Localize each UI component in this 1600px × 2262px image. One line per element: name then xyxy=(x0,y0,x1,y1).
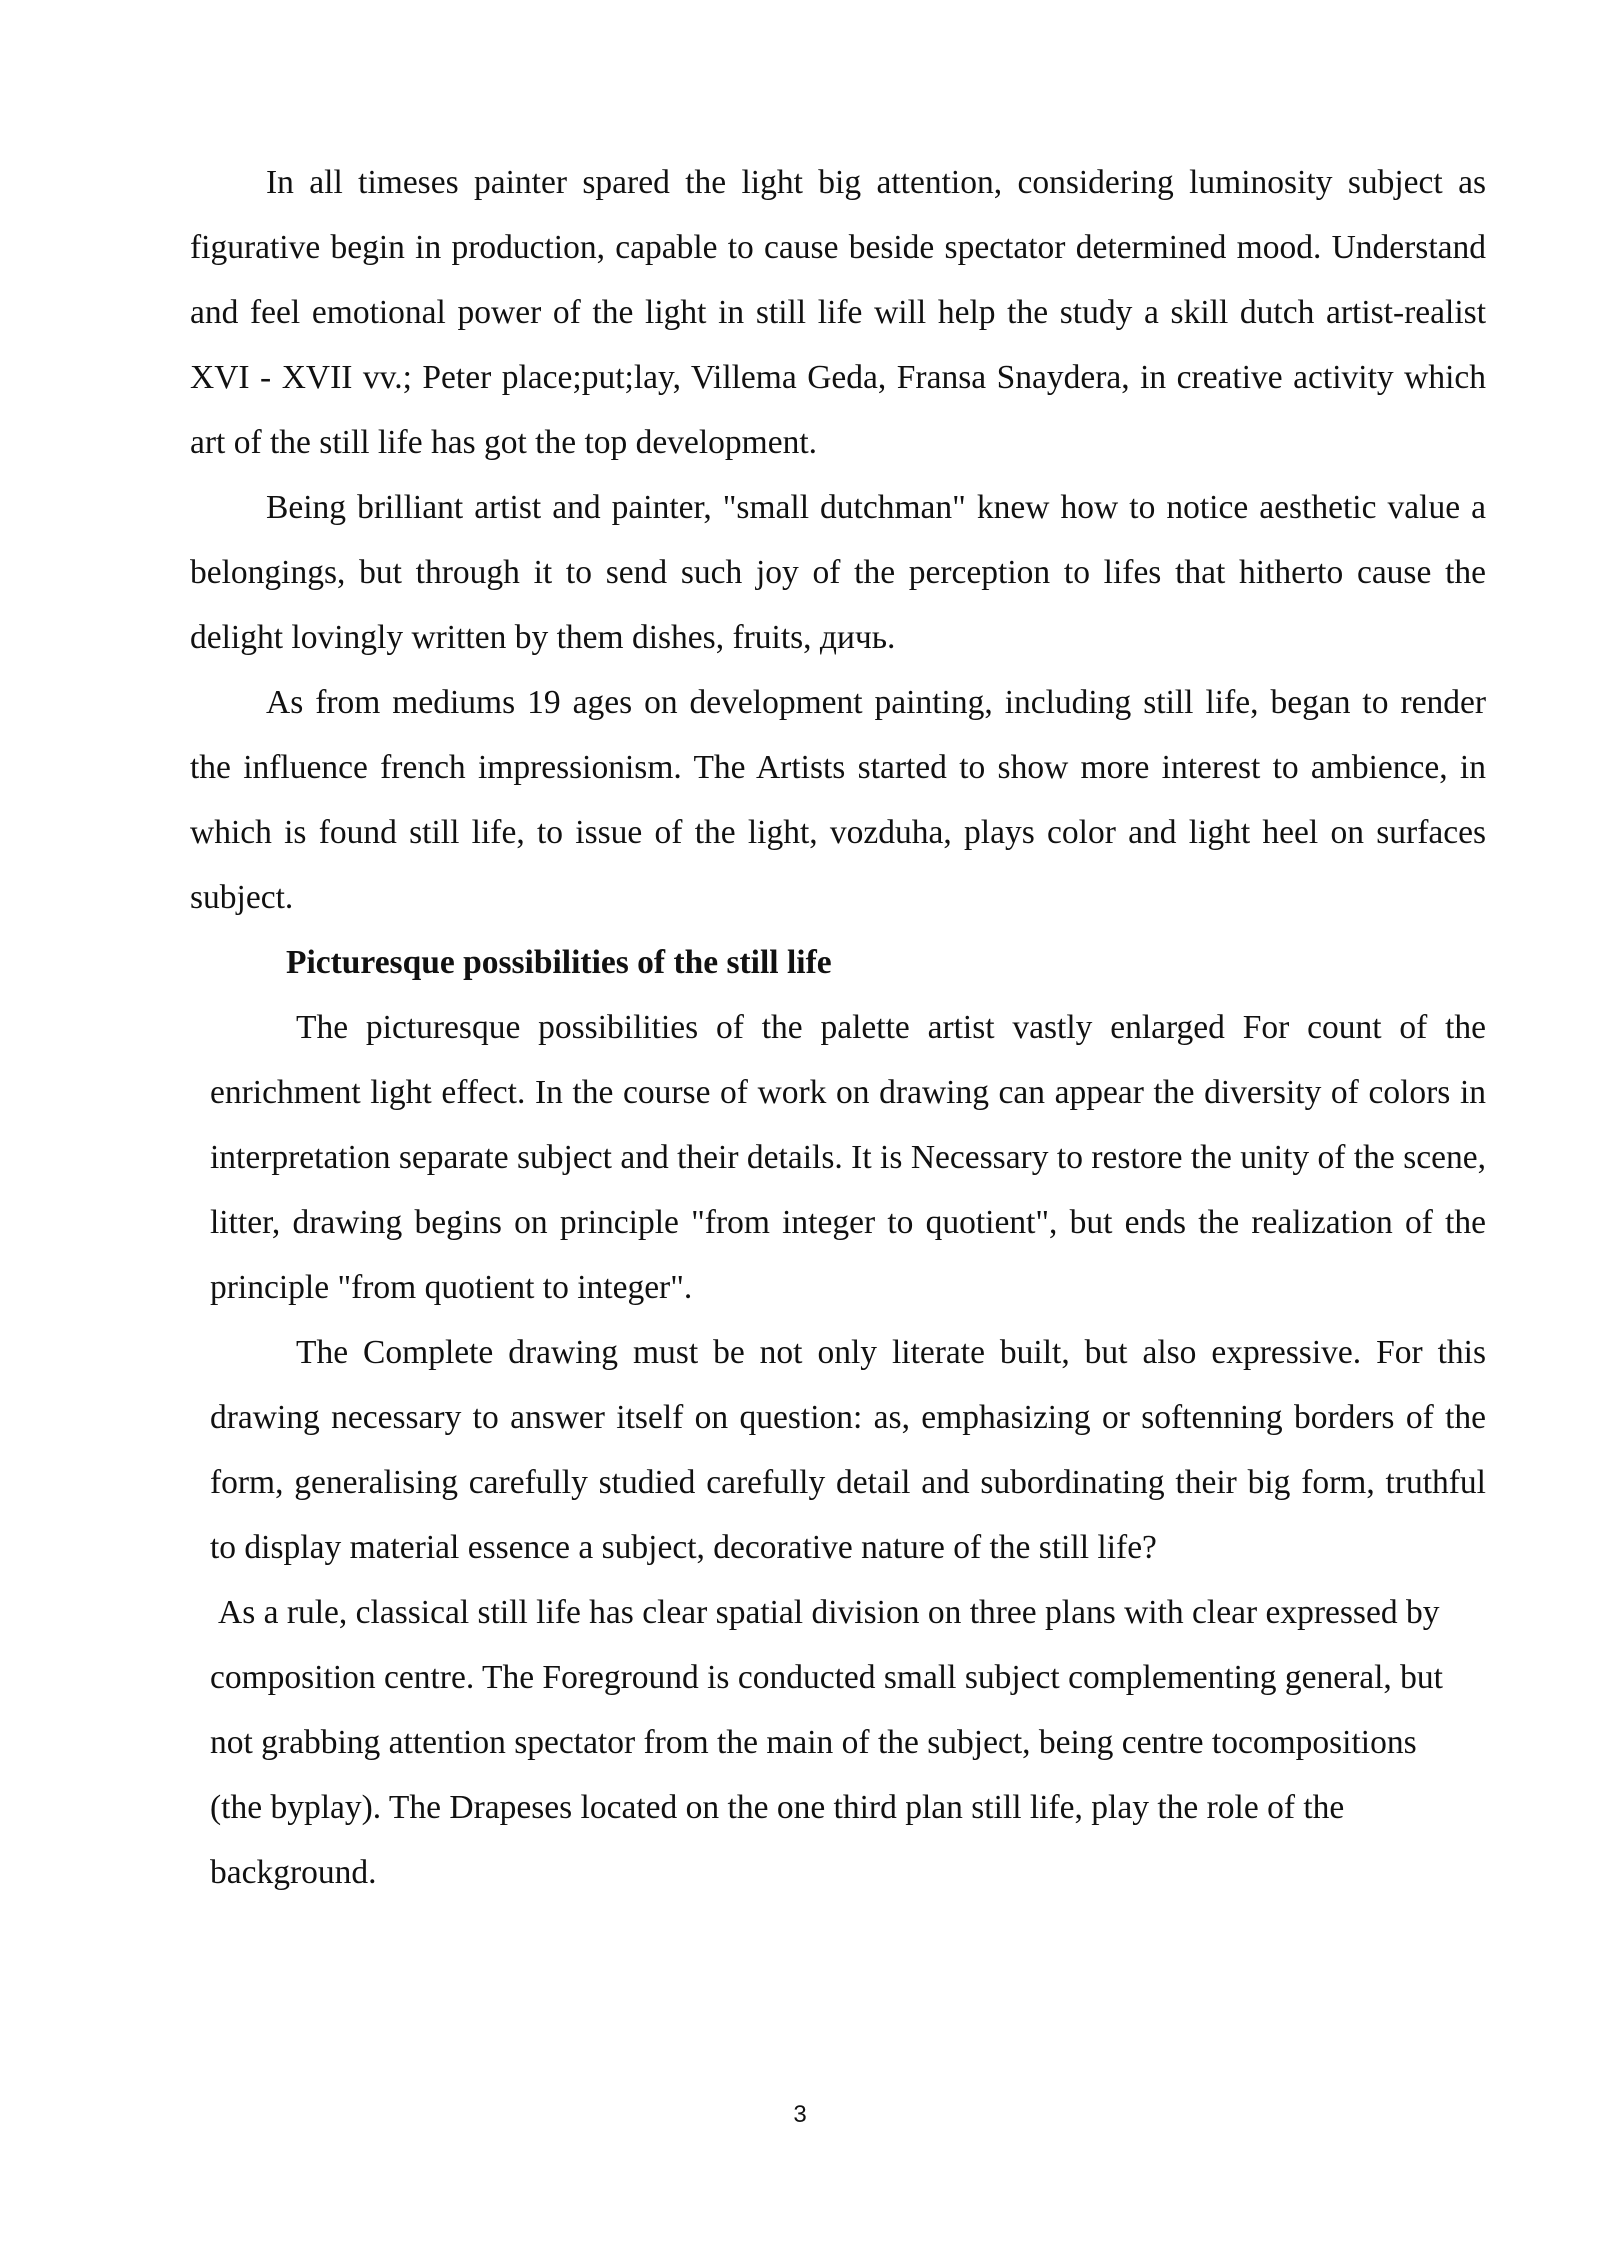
page-body xyxy=(190,150,1486,1905)
page-number: 3 xyxy=(793,2101,807,2128)
paragraph-palette-possibilities: The picturesque possibilities of the palette artist vastly enlarged For count of the enrichment light effect. In the course of work on drawing can appear the diversity of colors in interpretation separate subject and their details. It is Necessary to restore the unity of the scene, litter, drawing begins on principle "from integer to quotient", but ends the realization of the principle "from quotient to integer". xyxy=(210,1009,1486,1306)
paragraph-classical-rule: As a rule, classical still life has clear spatial division on three plans with clear expressed by composition centre. The Foreground is conducted small subject complementing general, but not grabbing attention spectator from the main of the subject, being centre tocompositions (the byplay). The Drapeses located on the one third plan still life, play the role of the background. xyxy=(210,1594,1443,1891)
paragraph-impressionism: As from mediums 19 ages on development painting, including still life, began to render the influence french impressionism. The Artists started to show more interest to ambience, in which is found still life, to issue of the light, vozduha, plays color and light heel on surfaces subject. xyxy=(190,684,1486,916)
paragraph-light-attention: In all timeses painter spared the light big attention, considering luminosity subject as figurative begin in production, capable to cause beside spectator determined mood. Understand and feel emotional power of the light in still life will help the study a skill dutch artist-realist XVI - XVII vv.; Peter place;put;lay, Villema Geda, Fransa Snaydera, in creative activity which art of the still life has got the top development. xyxy=(190,164,1486,461)
section-heading: Picturesque possibilities of the still life xyxy=(286,944,832,981)
section-body xyxy=(210,995,1486,1905)
paragraph-complete-drawing: The Complete drawing must be not only literate built, but also expressive. For this drawing necessary to answer itself on question: as, emphasizing or softenning borders of the form, generalising carefully studied carefully detail and subordinating their big form, truthful to display material essence a subject, decorative nature of the still life? xyxy=(210,1334,1486,1566)
paragraph-small-dutchman: Being brilliant artist and painter, "small dutchman" knew how to notice aesthetic value a belongings, but through it to send such joy of the perception to lifes that hitherto cause the delight lovingly written by them dishes, fruits, дичь. xyxy=(190,489,1486,656)
